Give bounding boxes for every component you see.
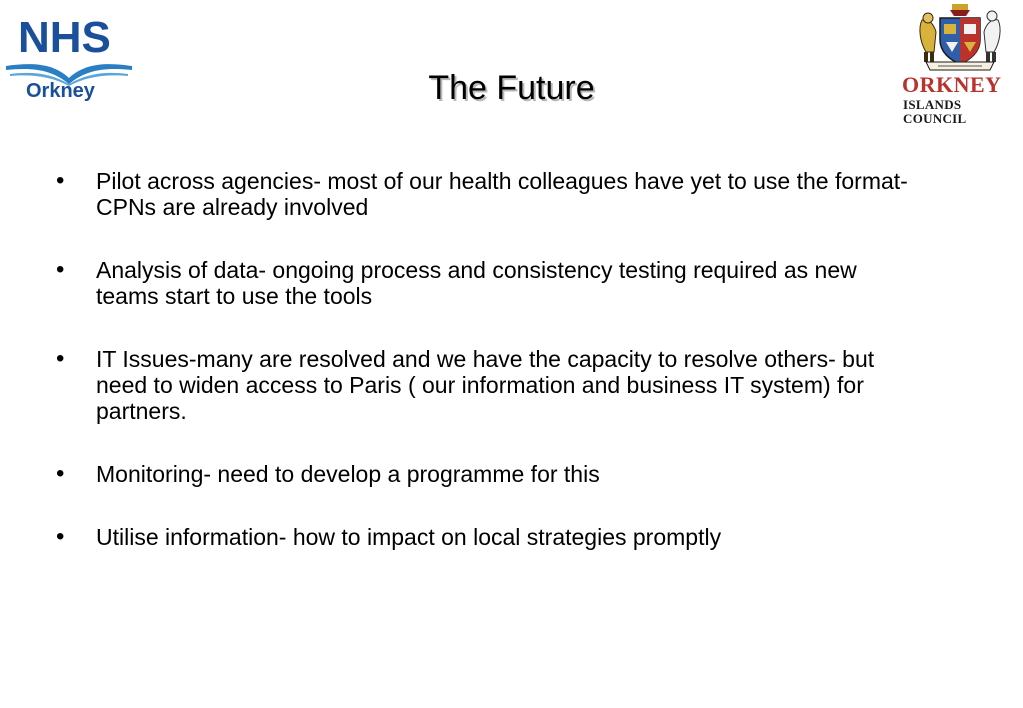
bullet-text: Monitoring- need to develop a programme for this <box>96 461 600 487</box>
council-logo-name: ORKNEY <box>902 72 1002 97</box>
nhs-logo-word: NHS <box>18 13 111 62</box>
bullet-text: IT Issues-many are resolved and we have the capacity to resolve others- but need to widen access to Paris ( our information and business IT system) for partners. <box>96 346 875 424</box>
bullet-text: Pilot across agencies- most of our health colleagues have yet to use the format- CPNs are already involved <box>96 168 908 220</box>
bullet-item <box>56 461 916 487</box>
bullet-list <box>56 168 916 587</box>
slide-title: The Future <box>428 69 595 107</box>
bullet-item <box>56 524 916 550</box>
bullet-item <box>56 257 916 309</box>
bullet-text: Analysis of data- ongoing process and consistency testing required as new teams start to use the tools <box>96 257 857 309</box>
bullet-text: Utilise information- how to impact on local strategies promptly <box>96 524 722 550</box>
bullet-marker: • <box>56 523 65 550</box>
coat-of-arms-icon <box>914 2 1006 74</box>
nhs-logo-subtitle: Orkney <box>26 80 95 102</box>
bullet-item <box>56 346 916 424</box>
council-logo-subtitle: ISLANDS COUNCIL <box>903 97 967 126</box>
bullet-marker: • <box>56 256 65 283</box>
bullet-item <box>56 168 916 220</box>
bullet-marker: • <box>56 460 65 487</box>
bullet-marker: • <box>56 345 65 372</box>
bullet-marker: • <box>56 167 65 194</box>
